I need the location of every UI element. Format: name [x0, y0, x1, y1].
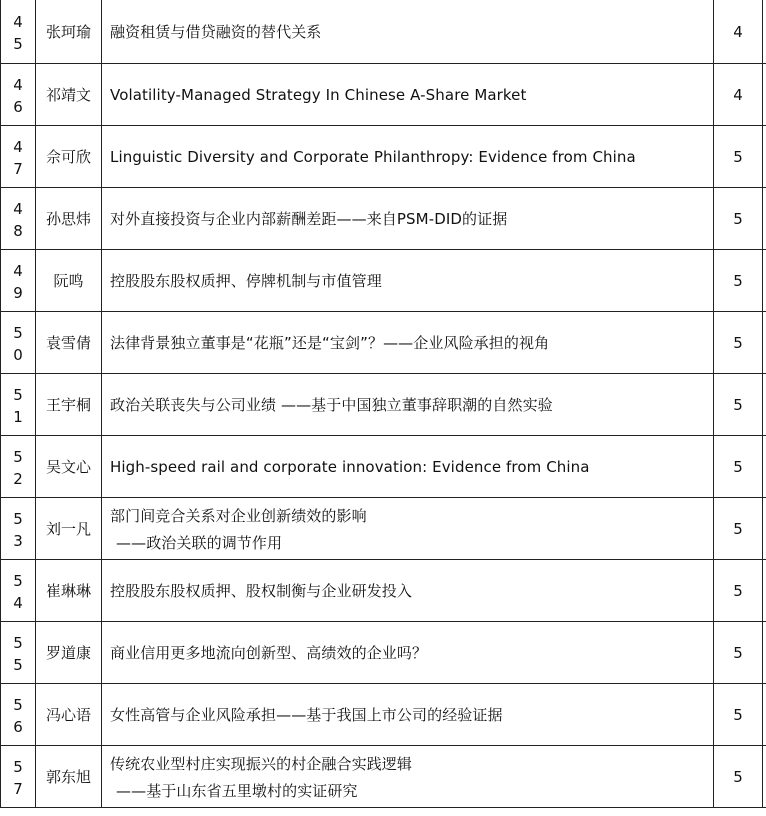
student-name: 袁雪倩 [35, 312, 101, 373]
student-name: 祁靖文 [35, 64, 101, 125]
paper-subtitle: ——基于山东省五里墩村的实证研究 [116, 781, 358, 800]
row-number-top: 4 [13, 261, 23, 280]
paper-title-main: 法律背景独立董事是“花瓶”还是“宝剑”？——企业风险承担的视角 [110, 334, 550, 352]
row-number-bottom: 0 [13, 345, 23, 364]
table-row [0, 622, 766, 684]
student-name: 佘可欣 [35, 126, 101, 187]
paper-title-main: High-speed rail and corporate innovation: Evidence from China [110, 457, 590, 476]
table-row [0, 498, 766, 560]
paper-title [101, 312, 713, 373]
row-number-top: 5 [13, 633, 23, 652]
row-number-top: 5 [13, 695, 23, 714]
row-number [0, 746, 35, 807]
score: 4 [713, 0, 763, 63]
row-number-bottom: 4 [13, 593, 23, 612]
table-row [0, 188, 766, 250]
score: 5 [713, 312, 763, 373]
row-number [0, 622, 35, 683]
row-number [0, 436, 35, 497]
row-number-bottom: 6 [13, 97, 23, 116]
student-name: 刘一凡 [35, 498, 101, 559]
score: 5 [713, 188, 763, 249]
row-number-bottom: 5 [13, 34, 23, 53]
table-row [0, 250, 766, 312]
row-number-top: 5 [13, 323, 23, 342]
score: 5 [713, 126, 763, 187]
table-row [0, 64, 766, 126]
student-name: 罗道康 [35, 622, 101, 683]
row-number-top: 5 [13, 571, 23, 590]
row-number-bottom: 2 [13, 469, 23, 488]
paper-title [101, 374, 713, 435]
paper-title-main: 政治关联丧失与公司业绩 ——基于中国独立董事辞职潮的自然实验 [110, 396, 553, 414]
paper-title [101, 0, 713, 63]
row-number [0, 188, 35, 249]
row-number [0, 64, 35, 125]
paper-title [101, 64, 713, 125]
row-number-bottom: 1 [13, 407, 23, 426]
student-name: 张珂瑜 [35, 0, 101, 63]
row-number [0, 374, 35, 435]
table-row [0, 374, 766, 436]
paper-title [101, 436, 713, 497]
paper-title [101, 498, 713, 559]
paper-subtitle: ——政治关联的调节作用 [116, 533, 283, 552]
row-number [0, 498, 35, 559]
row-number-bottom: 7 [13, 159, 23, 178]
table-row [0, 560, 766, 622]
paper-title [101, 560, 713, 621]
score: 5 [713, 498, 763, 559]
paper-title-main: Linguistic Diversity and Corporate Philanthropy: Evidence from China [110, 147, 636, 166]
paper-title-main: 商业信用更多地流向创新型、高绩效的企业吗？ [110, 644, 428, 662]
row-number-top: 4 [13, 12, 23, 31]
paper-title-main: 部门间竞合关系对企业创新绩效的影响 [110, 506, 367, 525]
row-number-bottom: 8 [13, 221, 23, 240]
paper-title-main: 融资租赁与借贷融资的替代关系 [110, 23, 322, 41]
student-name: 冯心语 [35, 684, 101, 745]
paper-title-main: 传统农业型村庄实现振兴的村企融合实践逻辑 [110, 754, 413, 773]
paper-title-main: 对外直接投资与企业内部薪酬差距——来自PSM-DID的证据 [110, 210, 508, 228]
row-number-top: 4 [13, 137, 23, 156]
row-number-bottom: 6 [13, 717, 23, 736]
paper-title [101, 622, 713, 683]
row-number [0, 126, 35, 187]
paper-title-main: 控股股东股权质押、股权制衡与企业研发投入 [110, 582, 413, 600]
row-number-top: 5 [13, 447, 23, 466]
row-number [0, 684, 35, 745]
score: 5 [713, 684, 763, 745]
paper-title [101, 746, 713, 807]
row-number-top: 5 [13, 385, 23, 404]
score: 5 [713, 374, 763, 435]
paper-title [101, 188, 713, 249]
student-name: 王宇桐 [35, 374, 101, 435]
row-number [0, 560, 35, 621]
score: 4 [713, 64, 763, 125]
table-row [0, 312, 766, 374]
row-number-top: 4 [13, 199, 23, 218]
table-row [0, 0, 766, 64]
student-name: 阮鸣 [35, 250, 101, 311]
row-number [0, 0, 35, 63]
row-number-bottom: 9 [13, 283, 23, 302]
table-row [0, 126, 766, 188]
student-name: 崔琳琳 [35, 560, 101, 621]
student-name: 孙思炜 [35, 188, 101, 249]
paper-title-main: Volatility-Managed Strategy In Chinese A-Share Market [110, 85, 527, 104]
score: 5 [713, 622, 763, 683]
paper-title-main: 女性高管与企业风险承担——基于我国上市公司的经验证据 [110, 706, 503, 724]
row-number-bottom: 7 [13, 779, 23, 798]
score: 5 [713, 560, 763, 621]
score: 5 [713, 436, 763, 497]
score: 5 [713, 250, 763, 311]
student-name: 吴文心 [35, 436, 101, 497]
row-number-bottom: 5 [13, 655, 23, 674]
paper-title [101, 684, 713, 745]
table-row [0, 436, 766, 498]
paper-title-main: 控股股东股权质押、停牌机制与市值管理 [110, 272, 382, 290]
row-number-top: 5 [13, 509, 23, 528]
student-name: 郭东旭 [35, 746, 101, 807]
row-number-top: 4 [13, 75, 23, 94]
row-number [0, 250, 35, 311]
row-number-top: 5 [13, 757, 23, 776]
row-number [0, 312, 35, 373]
table-row [0, 684, 766, 746]
paper-title [101, 250, 713, 311]
score: 5 [713, 746, 763, 807]
row-number-bottom: 3 [13, 531, 23, 550]
table-row [0, 746, 766, 808]
paper-title [101, 126, 713, 187]
